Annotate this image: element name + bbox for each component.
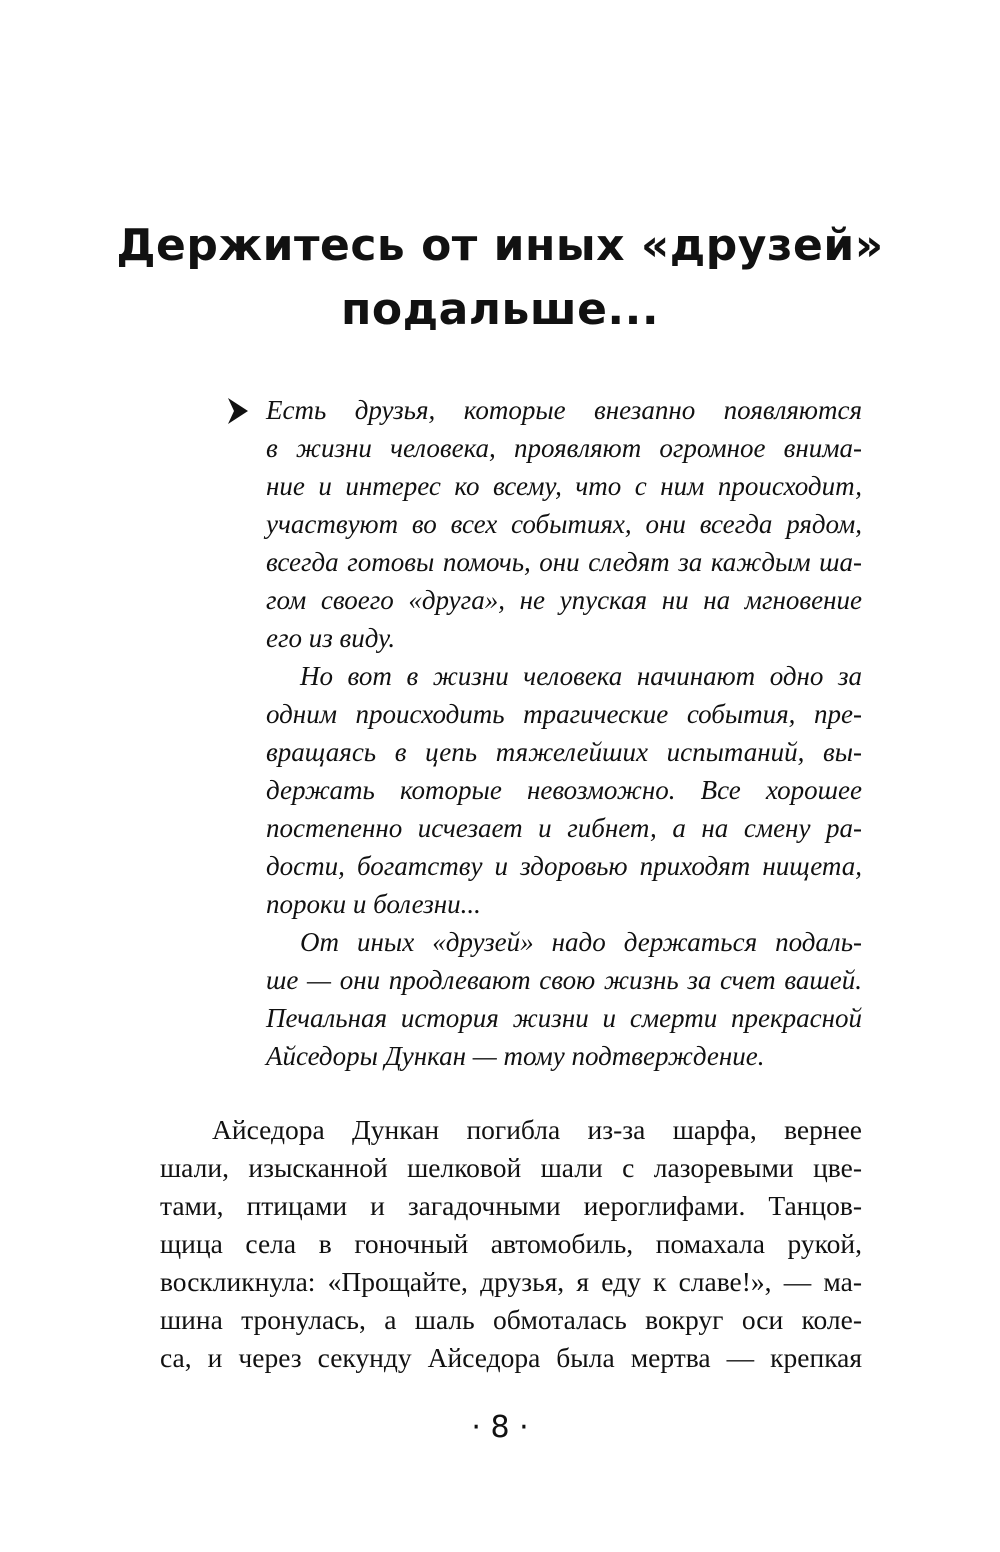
epigraph-line: в жизни человека, проявляют огромное внима- bbox=[266, 433, 862, 463]
epigraph-line: Но вот в жизни человека начинают одно за bbox=[300, 661, 862, 691]
epigraph-line: Есть друзья, которые внезапно появляются bbox=[266, 395, 862, 425]
epigraph-line: пороки и болезни... bbox=[266, 889, 481, 919]
body-line: шали, изысканной шелковой шали с лазоревыми цве- bbox=[160, 1152, 862, 1183]
epigraph-line: дости, богатству и здоровью приходят нищета, bbox=[266, 851, 862, 881]
body-line: тами, птицами и загадочными иероглифами. Танцов- bbox=[160, 1190, 862, 1221]
epigraph-line: постепенно исчезает и гибнет, а на смену ра- bbox=[266, 813, 862, 843]
epigraph-line: вращаясь в цепь тяжелейших испытаний, вы- bbox=[266, 737, 862, 767]
chapter-title-line-1: Держитесь от иных «друзей» bbox=[116, 220, 884, 271]
body-line: Айседора Дункан погибла из-за шарфа, вернее bbox=[212, 1114, 862, 1145]
epigraph-line: гом своего «друга», не упуская ни на мгновение bbox=[266, 585, 862, 615]
body-line: шина тронулась, а шаль обмоталась вокруг оси коле- bbox=[160, 1304, 862, 1335]
chevron-right-icon bbox=[226, 398, 248, 424]
epigraph-line: всегда готовы помочь, они следят за каждым ша- bbox=[266, 547, 862, 577]
chapter-title-line-2: подальше... bbox=[340, 284, 660, 335]
epigraph-line: одним происходить трагические события, пре- bbox=[266, 699, 862, 729]
epigraph-line: его из виду. bbox=[266, 623, 396, 653]
page-number: · 8 · bbox=[471, 1410, 529, 1445]
epigraph-line: ше — они продлевают свою жизнь за счет вашей. bbox=[266, 965, 862, 995]
epigraph-line: держать которые невозможно. Все хорошее bbox=[266, 775, 862, 805]
body-line: щица села в гоночный автомобиль, помахала рукой, bbox=[160, 1228, 862, 1259]
body-line: воскликнула: «Прощайте, друзья, я еду к славе!», — ма- bbox=[160, 1266, 862, 1297]
epigraph-line: От иных «друзей» надо держаться подаль- bbox=[300, 927, 862, 957]
epigraph-line: Печальная история жизни и смерти прекрасной bbox=[266, 1003, 862, 1033]
epigraph-line: участвуют во всех событиях, они всегда рядом, bbox=[266, 509, 862, 539]
epigraph-line: Айседоры Дункан — тому подтверждение. bbox=[266, 1041, 765, 1071]
epigraph-line: ние и интерес ко всему, что с ним происходит, bbox=[266, 471, 862, 501]
body-line: са, и через секунду Айседора была мертва — крепкая bbox=[160, 1342, 862, 1373]
